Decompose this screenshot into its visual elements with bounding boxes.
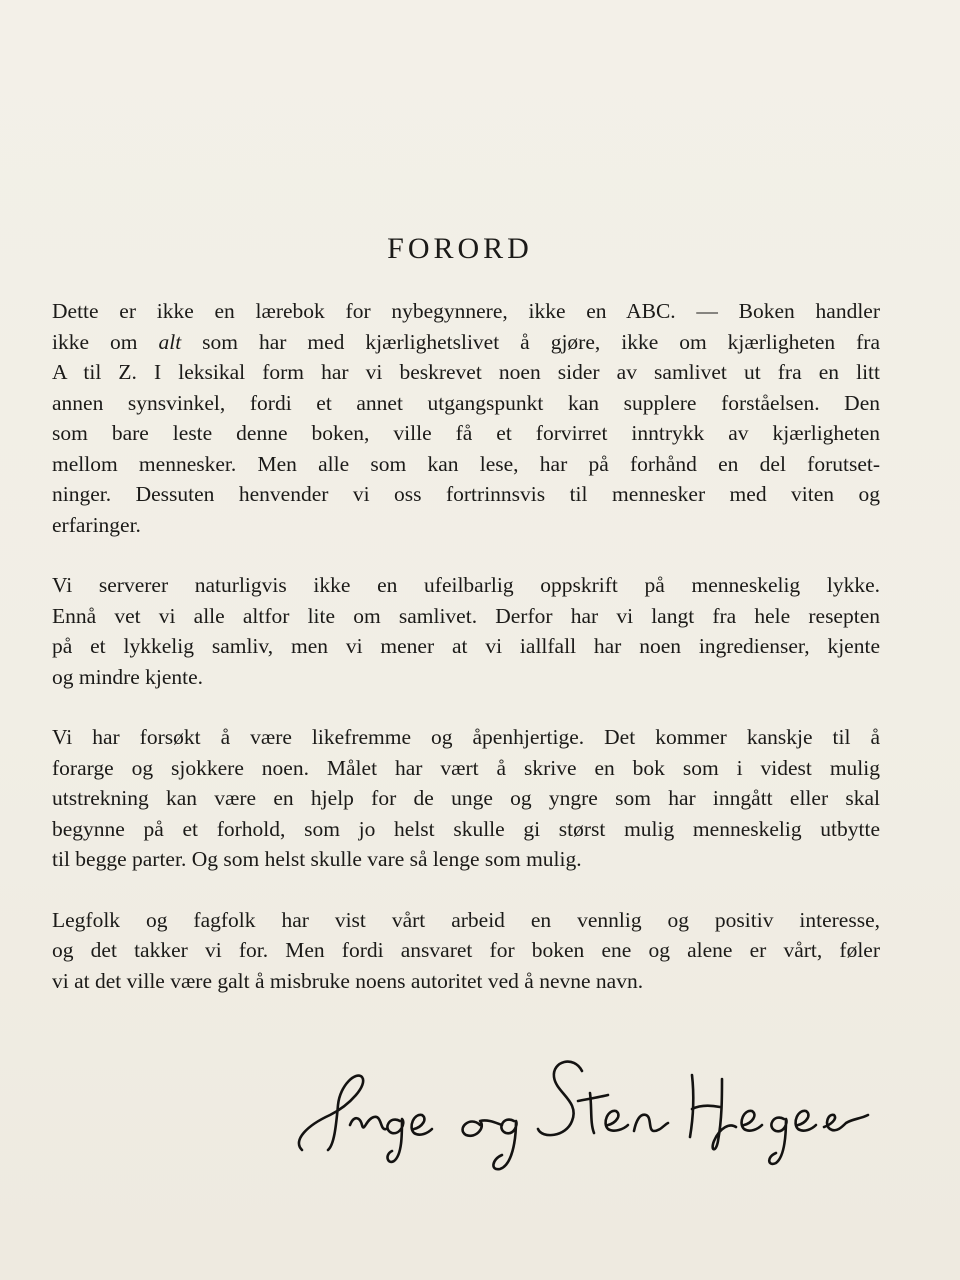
text-line: forarge og sjokkere noen. Målet har vært å skrive en bok som i videst mulig: [52, 755, 880, 780]
text-line: Vi har forsøkt å være likefremme og åpenhjertige. Det kommer kanskje til å: [52, 725, 880, 749]
text-line: begynne på et forhold, som jo helst skulle gi størst mulig menneskelig utbytte: [52, 816, 880, 841]
text-line: vi at det ville være galt å misbruke noens autoritet ved å nevne navn.: [52, 968, 644, 993]
text-line: og mindre kjente.: [52, 664, 204, 689]
paragraph-3: [52, 722, 880, 875]
text-line: som bare leste denne boken, ville få et forvirret inntrykk av kjærligheten: [52, 421, 880, 445]
preface-body: [52, 296, 880, 1026]
text-line: Dette er ikke en lærebok for nybegynnere, ikke en ABC. — Boken handler: [52, 299, 880, 323]
text-line: A til Z. I leksikal form har vi beskrevet noen sider av samlivet ut fra en litt: [52, 360, 880, 384]
text-line: Legfolk og fagfolk har vist vårt arbeid en vennlig og positiv interesse,: [52, 907, 880, 932]
text-line: til begge parter. Og som helst skulle vare så lenge som mulig.: [52, 847, 582, 871]
text-line: annen synsvinkel, fordi et annet utgangspunkt kan supplere forståelsen. Den: [52, 390, 880, 415]
paragraph-1: [52, 296, 880, 540]
text-line: utstrekning kan være en hjelp for de unge og yngre som har inngått eller skal: [52, 786, 880, 810]
paragraph-2: [52, 570, 880, 692]
text-line: erfaringer.: [52, 512, 141, 537]
text-line: på et lykkelig samliv, men vi mener at vi iallfall har noen ingredienser, kjente: [52, 634, 880, 658]
text-line: Ennå vet vi alle altfor lite om samlivet. Derfor har vi langt fra hele resepten: [52, 603, 880, 628]
text-line: og det takker vi for. Men fordi ansvaret for boken ene og alene er vårt, føler: [52, 938, 880, 962]
page-title: FORORD: [387, 232, 533, 266]
text-line: ninger. Dessuten henvender vi oss fortrinnsvis til mennesker med viten og: [52, 482, 880, 506]
paragraph-4: [52, 905, 880, 997]
text-line: mellom mennesker. Men alle som kan lese, har på forhånd en del forutset-: [52, 451, 880, 476]
handwritten-signature: [290, 1045, 880, 1195]
text-line: Vi serverer naturligvis ikke en ufeilbarlig oppskrift på menneskelig lykke.: [52, 573, 880, 597]
text-line: ikke om alt som har med kjærlighetslivet å gjøre, ikke om kjærligheten fra: [52, 329, 881, 354]
